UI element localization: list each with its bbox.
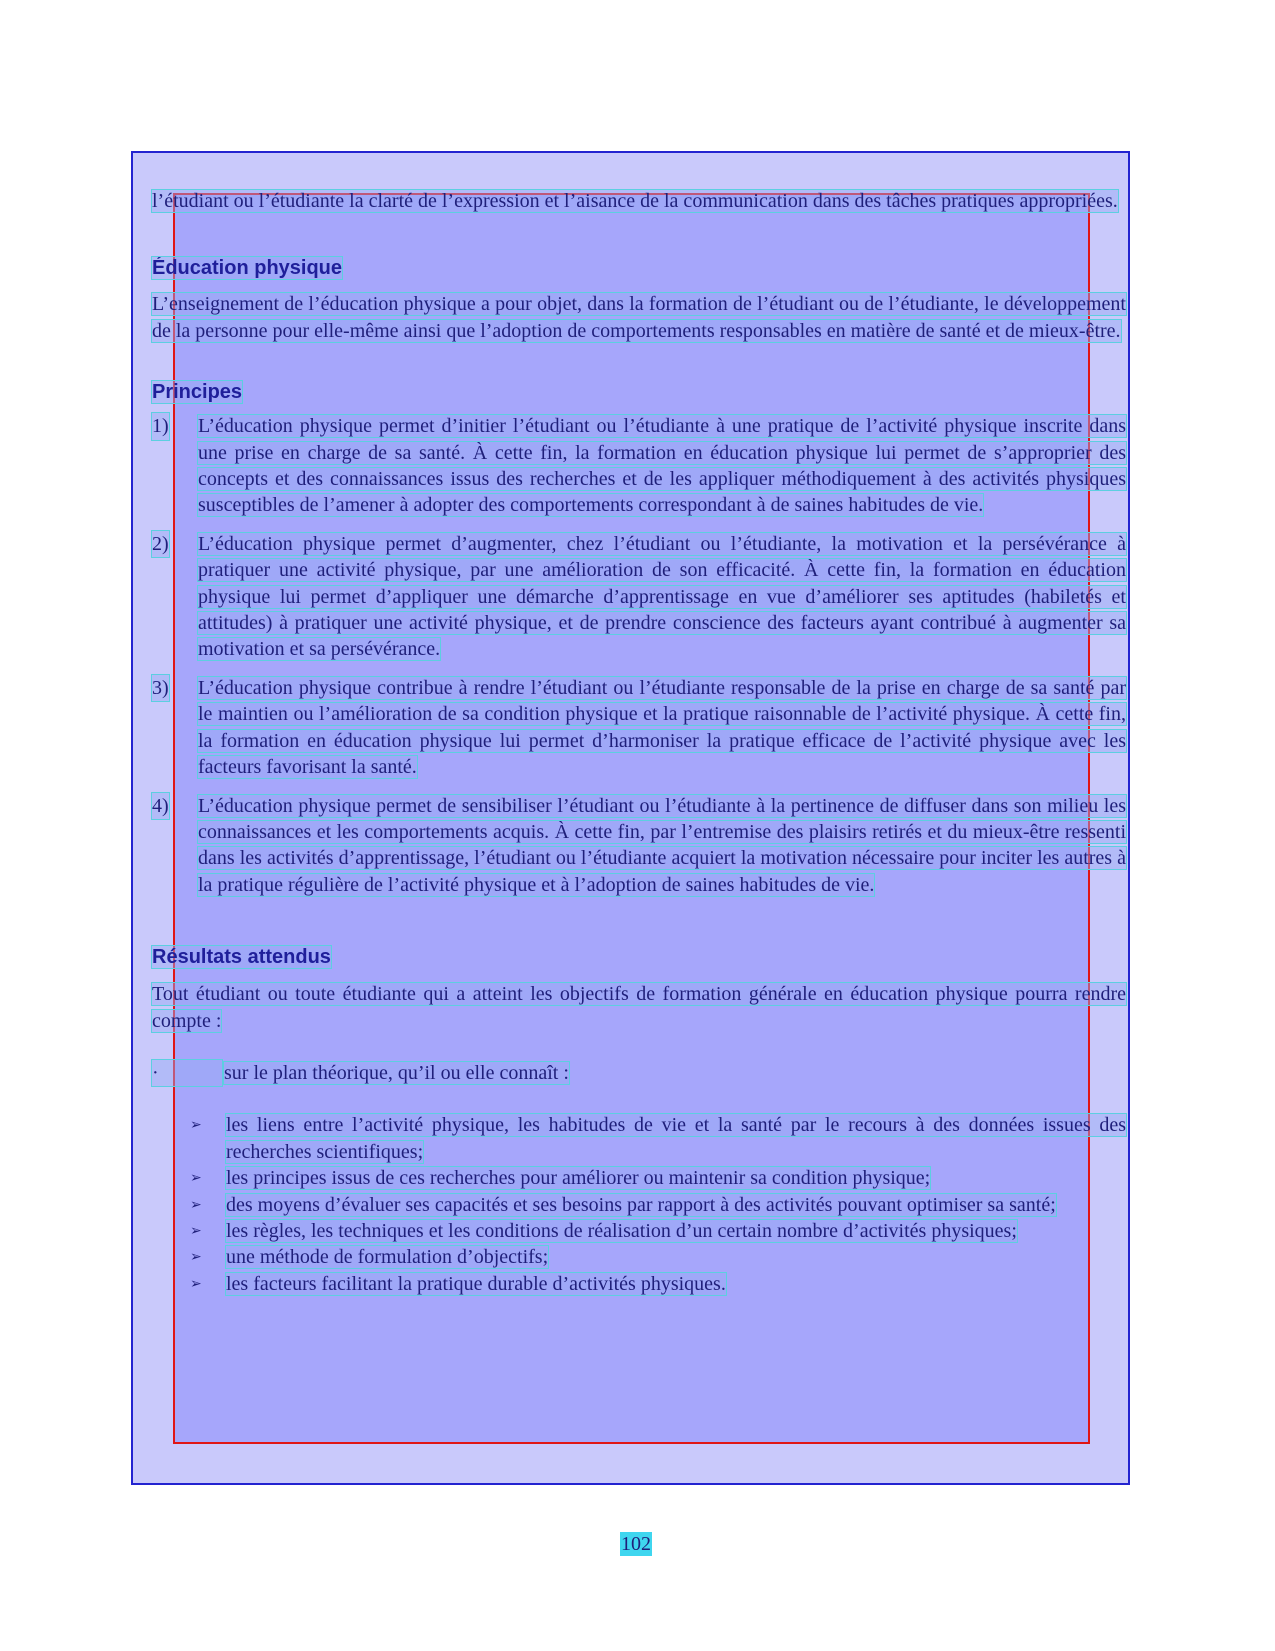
principle-text: L’éducation physique contribue à rendre l’étudiant ou l’étudiante responsable de la prise en charge de sa santé par le maintien ou l’amélioration de sa condition physique et la pratique raisonnable de l’activité physique. À cette fin, la formation en éducation physique lui permet d’harmoniser la pratique efficace de l’activité physique avec les facteurs favorisant la santé. [198,676,1126,779]
principle-number: 3) [152,675,169,701]
knowledge-text: une méthode de formulation d’objectifs; [226,1246,549,1269]
results-heading-text: Résultats attendus [152,946,331,969]
knowledge-item [152,1218,1126,1244]
arrow-bullet-icon: ➢ [190,1196,202,1213]
knowledge-text: les règles, les techniques et les conditions de réalisation d’un certain nombre d’activités physiques; [226,1219,1017,1242]
principle-text: L’éducation physique permet d’initier l’étudiant ou l’étudiante à une pratique de l’activité physique inscrite dans une prise en charge de sa santé. À cette fin, la formation en éducation physique lui permet de s’approprier des concepts et des connaissances issus des recherches et de les appliquer méthodiquement à des activités physiques susceptibles de l’amener à adopter des comportements correspondant à de saines habitudes de vie. [198,415,1126,517]
sub-bullet-item [152,1060,1126,1086]
arrow-bullet-icon: ➢ [190,1222,202,1239]
knowledge-item [152,1271,1126,1297]
arrow-bullet-icon: ➢ [190,1275,202,1292]
principle-number: 1) [152,413,169,439]
education-paragraph [152,291,1126,344]
principles-heading-text: Principes [152,381,243,404]
knowledge-item [152,1112,1126,1165]
education-heading-text: Éducation physique [152,257,343,280]
knowledge-text: des moyens d’évaluer ses capacités et ses besoins par rapport à des activités pouvant optimiser sa santé; [226,1193,1056,1216]
principle-item [152,531,1126,663]
knowledge-item [152,1192,1126,1218]
arrow-bullet-icon: ➢ [190,1117,202,1134]
results-heading [152,945,1126,969]
knowledge-text: les facteurs facilitant la pratique durable d’activités physiques. [226,1272,726,1295]
arrow-bullet-icon: ➢ [190,1249,202,1266]
principle-item [152,675,1126,781]
knowledge-text: les principes issus de ces recherches pour améliorer ou maintenir sa condition physique; [226,1167,931,1190]
principles-list [152,413,1126,898]
principle-number: 2) [152,531,169,557]
intro-paragraph [152,188,1126,214]
principle-item [152,413,1126,519]
education-heading [152,256,1126,280]
knowledge-item [152,1244,1126,1270]
page-number: 102 [621,1533,651,1555]
arrow-bullet-icon: ➢ [190,1170,202,1187]
principle-text: L’éducation physique permet d’augmenter, chez l’étudiant ou l’étudiante, la motivation et la persévérance à pratiquer une activité physique, par une amélioration de son efficacité. À cette fin, la formation en éducation physique lui permet d’appliquer une démarche d’apprentissage en vue d’améliorer ses aptitudes (habiletés et attitudes) à pratiquer une activité physique, et de prendre conscience des facteurs ayant contribué à augmenter sa motivation et sa persévérance. [198,532,1126,661]
education-text: L’enseignement de l’éducation physique a pour objet, dans la formation de l’étudiant ou de l’étudiante, le développement de la personne pour elle-même ainsi que l’adoption de comportements responsables en matière de santé et de mieux-être. [152,293,1126,342]
sub-bullet-text: sur le plan théorique, qu’il ou elle connaît : [224,1061,569,1084]
intro-text: l’étudiant ou l’étudiante la clarté de l’expression et l’aisance de la communication dans des tâches pratiques appropriées. [152,190,1118,212]
results-paragraph [152,981,1126,1034]
knowledge-list [152,1112,1126,1297]
principle-item [152,793,1126,899]
knowledge-item [152,1165,1126,1191]
knowledge-text: les liens entre l’activité physique, les habitudes de vie et la santé par le recours à des données issues des recherches scientifiques; [226,1114,1126,1163]
sub-bullet: · [152,1060,222,1086]
page-content [152,188,1126,1297]
results-text: Tout étudiant ou toute étudiante qui a atteint les objectifs de formation générale en éducation physique pourra rendre compte : [152,983,1126,1032]
principle-number: 4) [152,793,169,819]
principles-heading [152,380,1126,404]
principle-text: L’éducation physique permet de sensibiliser l’étudiant ou l’étudiante à la pertinence de diffuser dans son milieu les connaissances et les comportements acquis. À cette fin, par l’entremise des plaisirs retirés et du mieux-être ressenti dans les activités d’apprentissage, l’étudiant ou l’étudiante acquiert la motivation nécessaire pour inciter les autres à la pratique régulière de l’activité physique et à l’adoption de saines habitudes de vie. [198,794,1126,896]
